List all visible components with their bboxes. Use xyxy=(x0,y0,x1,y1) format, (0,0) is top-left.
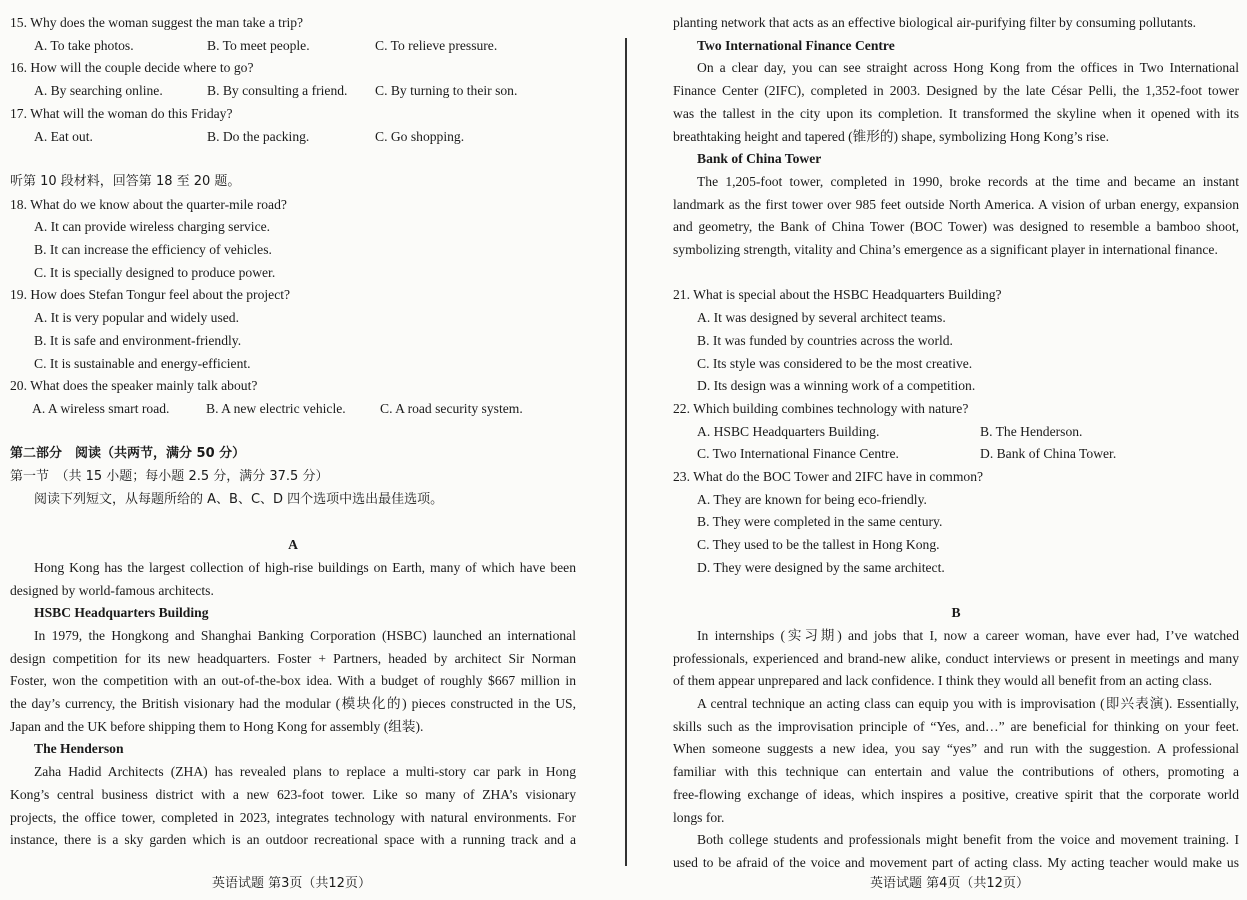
passage-a-title: A xyxy=(288,537,298,553)
question-16: 16. How will the couple decide where to go? xyxy=(10,60,254,76)
question-20: 20. What does the speaker mainly talk about? xyxy=(10,378,258,394)
paragraph-line: longs for. xyxy=(673,809,725,825)
option-b: B. The Henderson. xyxy=(980,423,1083,439)
option-c: C. It is specially designed to produce power. xyxy=(34,264,276,280)
option-c: C. They used to be the tallest in Hong Kong. xyxy=(697,537,940,553)
option-a: A. It is very popular and widely used. xyxy=(34,310,239,326)
column-divider xyxy=(625,38,627,866)
page-footer-right: 英语试题 第4页（共12页） xyxy=(870,876,1029,891)
option-c: C. A road security system. xyxy=(380,400,523,416)
paragraph-line: and geometry, the Bank of China Tower (BOC Tower) was designed to resemble a bamboo shoot, xyxy=(673,219,1239,235)
option-b: B. Do the packing. xyxy=(207,128,310,144)
paragraph-line: On a clear day, you can see straight across Hong Kong from the offices in Two International xyxy=(697,60,1239,76)
paragraph-line: Both college students and professionals might benefit from the voice and movement training. I xyxy=(697,832,1239,848)
options-22-row2 xyxy=(673,443,1239,466)
option-a: A. They are known for being eco-friendly. xyxy=(697,491,927,507)
paragraph-line: A central technique an acting class can equip you with is improvisation (即兴表演). Essentially, xyxy=(697,696,1239,712)
option-b: B. It is safe and environment-friendly. xyxy=(34,332,242,348)
paragraph-line: When someone suggests a new idea, you say “yes” and run with the suggestion. A professional xyxy=(673,741,1239,757)
section-one-heading: 第一节 （共 15 小题；每小题 2.5 分，满分 37.5 分） xyxy=(10,469,329,485)
option-b: B. By consulting a friend. xyxy=(207,83,348,99)
option-c: C. To relieve pressure. xyxy=(375,37,498,53)
paragraph-line: In 1979, the Hongkong and Shanghai Banking Corporation (HSBC) launched an international xyxy=(34,627,576,643)
question-17: 17. What will the woman do this Friday? xyxy=(10,105,233,121)
passage-b-title: B xyxy=(951,605,961,621)
henderson-heading: The Henderson xyxy=(34,741,124,757)
left-page xyxy=(10,12,576,852)
option-c: C. Two International Finance Centre. xyxy=(697,446,899,462)
question-21: 21. What is special about the HSBC Headquarters Building? xyxy=(673,287,1002,303)
paragraph-line: projects, the office tower, completed in 2023, integrates technology with natural environments. For xyxy=(10,809,576,825)
option-b: B. To meet people. xyxy=(207,37,310,53)
option-d: D. Bank of China Tower. xyxy=(980,446,1117,462)
options-17 xyxy=(10,126,576,149)
option-c: C. Its style was considered to be the most creative. xyxy=(697,355,973,371)
option-a: A. Eat out. xyxy=(34,128,93,144)
paragraph-line: The 1,205-foot tower, completed in 1990, broke records at the time and became an instant xyxy=(697,173,1239,189)
options-22-row1 xyxy=(673,421,1239,444)
paragraph-line: landmark as the first tower over 985 feet outside North America. A vision of urban energy, expansion xyxy=(673,196,1239,212)
option-b: B. They were completed in the same century. xyxy=(697,514,943,530)
paragraph-line: design competition for its new headquarters. Foster + Partners, headed by architect Sir Norman xyxy=(10,650,576,666)
reading-instruction: 阅读下列短文，从每题所给的 A、B、C、D 四个选项中选出最佳选项。 xyxy=(34,491,444,507)
paragraph-line: of them appear unprepared and lack confidence. I think they would all benefit from an acting class. xyxy=(673,673,1213,689)
part-two-heading: 第二部分 阅读（共两节，满分 50 分） xyxy=(10,446,246,462)
paragraph-line: Japan and the UK before shipping them to Hong Kong for assembly (组装). xyxy=(10,718,424,734)
paragraph-line: In internships (实习期) and jobs that I, now a career woman, have ever had, I’ve watched xyxy=(697,627,1239,643)
paragraph-line: skills such as the improvisation principle of “Yes, and…” are beneficial for thinking on your feet. xyxy=(673,718,1239,734)
option-a: A. By searching online. xyxy=(34,83,163,99)
paragraph-line: Zaha Hadid Architects (ZHA) has revealed plans to replace a multi-story car park in Hong xyxy=(34,764,576,780)
option-a: A. It was designed by several architect teams. xyxy=(697,310,946,326)
option-a: A. To take photos. xyxy=(34,37,134,53)
option-b: B. It was funded by countries across the world. xyxy=(697,332,953,348)
option-d: D. They were designed by the same architect. xyxy=(697,559,945,575)
question-18: 18. What do we know about the quarter-mile road? xyxy=(10,196,287,212)
paragraph-line: familiar with this technique can entertain and value the contributions of others, promoting a xyxy=(673,764,1239,780)
paragraph-line: designed by world-famous architects. xyxy=(10,582,214,598)
question-22: 22. Which building combines technology with nature? xyxy=(673,400,969,416)
right-page xyxy=(673,12,1239,875)
option-b: B. It can increase the efficiency of vehicles. xyxy=(34,242,272,258)
option-c: C. It is sustainable and energy-efficient. xyxy=(34,355,251,371)
paragraph-line: Foster, won the competition with an out-of-the-box idea. With a budget of roughly $667 million in xyxy=(10,673,576,689)
page-footer-left: 英语试题 第3页（共12页） xyxy=(212,876,371,891)
question-15: 15. Why does the woman suggest the man take a trip? xyxy=(10,15,304,30)
boc-heading: Bank of China Tower xyxy=(697,151,822,167)
option-a: A. A wireless smart road. xyxy=(32,400,170,416)
paragraph-line: the day’s currency, the British visionary had the modular (模块化的) pieces constructed in the US, xyxy=(10,696,576,712)
ifc-heading: Two International Finance Centre xyxy=(697,37,895,53)
options-16 xyxy=(10,80,576,103)
paragraph-line: Hong Kong has the largest collection of high-rise buildings on Earth, many of which have been xyxy=(34,559,576,575)
listening-instruction: 听第 10 段材料，回答第 18 至 20 题。 xyxy=(10,173,241,189)
paragraph-line: was the tallest in the city upon its completion. It transformed the skyline when it opened with its xyxy=(673,105,1239,121)
paragraph-line: free-flowing exchange of ideas, which inspires a positive, creative spirit that the corporate world xyxy=(673,786,1239,802)
paragraph-line: Kong’s central business district with a new 623-foot tower. Like so many of ZHA’s visionary xyxy=(10,786,576,802)
option-a: A. It can provide wireless charging service. xyxy=(34,219,271,235)
option-c: C. By turning to their son. xyxy=(375,83,518,99)
question-19: 19. How does Stefan Tongur feel about the project? xyxy=(10,287,291,303)
option-a: A. HSBC Headquarters Building. xyxy=(697,423,880,439)
options-15 xyxy=(10,35,576,58)
paragraph-line: symbolizing strength, vitality and China’s emergence as a significant player in international finance. xyxy=(673,242,1218,258)
paragraph-line: breathtaking height and tapered (锥形的) shape, symbolizing Hong Kong’s rise. xyxy=(673,128,1110,144)
paragraph-line: used to be afraid of the voice and movement part of acting class. My acting teacher would make us xyxy=(673,854,1239,870)
paragraph-line: planting network that acts as an effective biological air-purifying filter by consuming pollutants. xyxy=(673,15,1197,30)
option-d: D. Its design was a winning work of a competition. xyxy=(697,378,976,394)
hsbc-heading: HSBC Headquarters Building xyxy=(34,605,209,621)
question-23: 23. What do the BOC Tower and 2IFC have in common? xyxy=(673,469,984,485)
paragraph-line: professionals, experienced and brand-new alike, conduct interviews or present in meetings and many xyxy=(673,650,1239,666)
options-20 xyxy=(10,398,576,421)
paragraph-line: instance, there is a sky garden which is an outdoor recreational space with a running track and a xyxy=(10,832,576,848)
paragraph-line: Finance Center (2IFC), completed in 2003. Designed by the late César Pelli, the 1,352-foot tower xyxy=(673,83,1239,99)
option-b: B. A new electric vehicle. xyxy=(206,400,346,416)
option-c: C. Go shopping. xyxy=(375,128,465,144)
